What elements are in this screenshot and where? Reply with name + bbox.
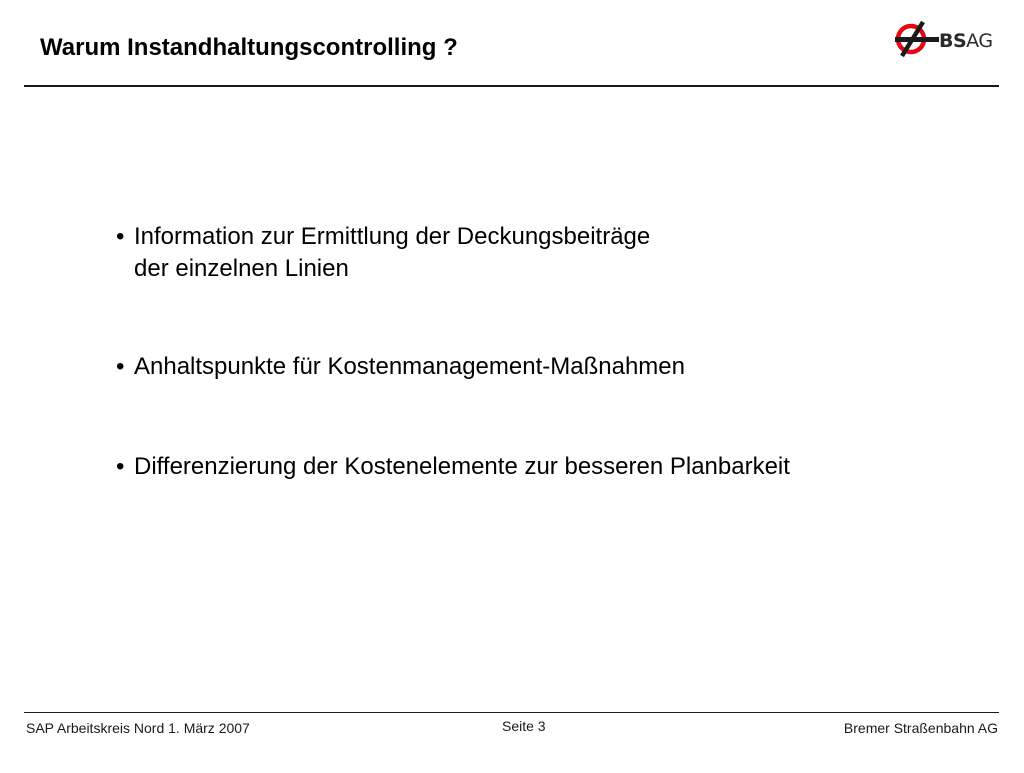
svg-text:BSAG (939, 30, 993, 52)
bullet-symbol: • (116, 353, 125, 380)
footer-divider (24, 712, 999, 713)
footer-event-date: SAP Arbeitskreis Nord 1. März 2007 (26, 720, 250, 736)
bullet-item (116, 451, 790, 483)
bullet-item (116, 351, 685, 383)
bullet-symbol: • (116, 223, 125, 250)
bullet-text-continued: der einzelnen Linien (134, 255, 349, 282)
bsag-logo-icon (893, 18, 993, 60)
page-number: Seite 3 (502, 718, 546, 734)
logo-text-bs: BS (939, 30, 967, 52)
bullet-text: Differenzierung der Kostenelemente zur besseren Planbarkeit (134, 453, 790, 480)
bsag-logo (893, 18, 993, 60)
logo-text-ag: AG (966, 30, 993, 52)
bullet-item (116, 221, 650, 285)
bullet-text: Anhaltspunkte für Kostenmanagement-Maßnahmen (134, 353, 685, 380)
bullet-symbol: • (116, 453, 125, 480)
footer-company: Bremer Straßenbahn AG (843, 720, 998, 736)
header-divider (24, 85, 999, 87)
bullet-text: Information zur Ermittlung der Deckungsbeiträge (134, 223, 651, 250)
slide-title: Warum Instandhaltungscontrolling ? (40, 34, 458, 61)
